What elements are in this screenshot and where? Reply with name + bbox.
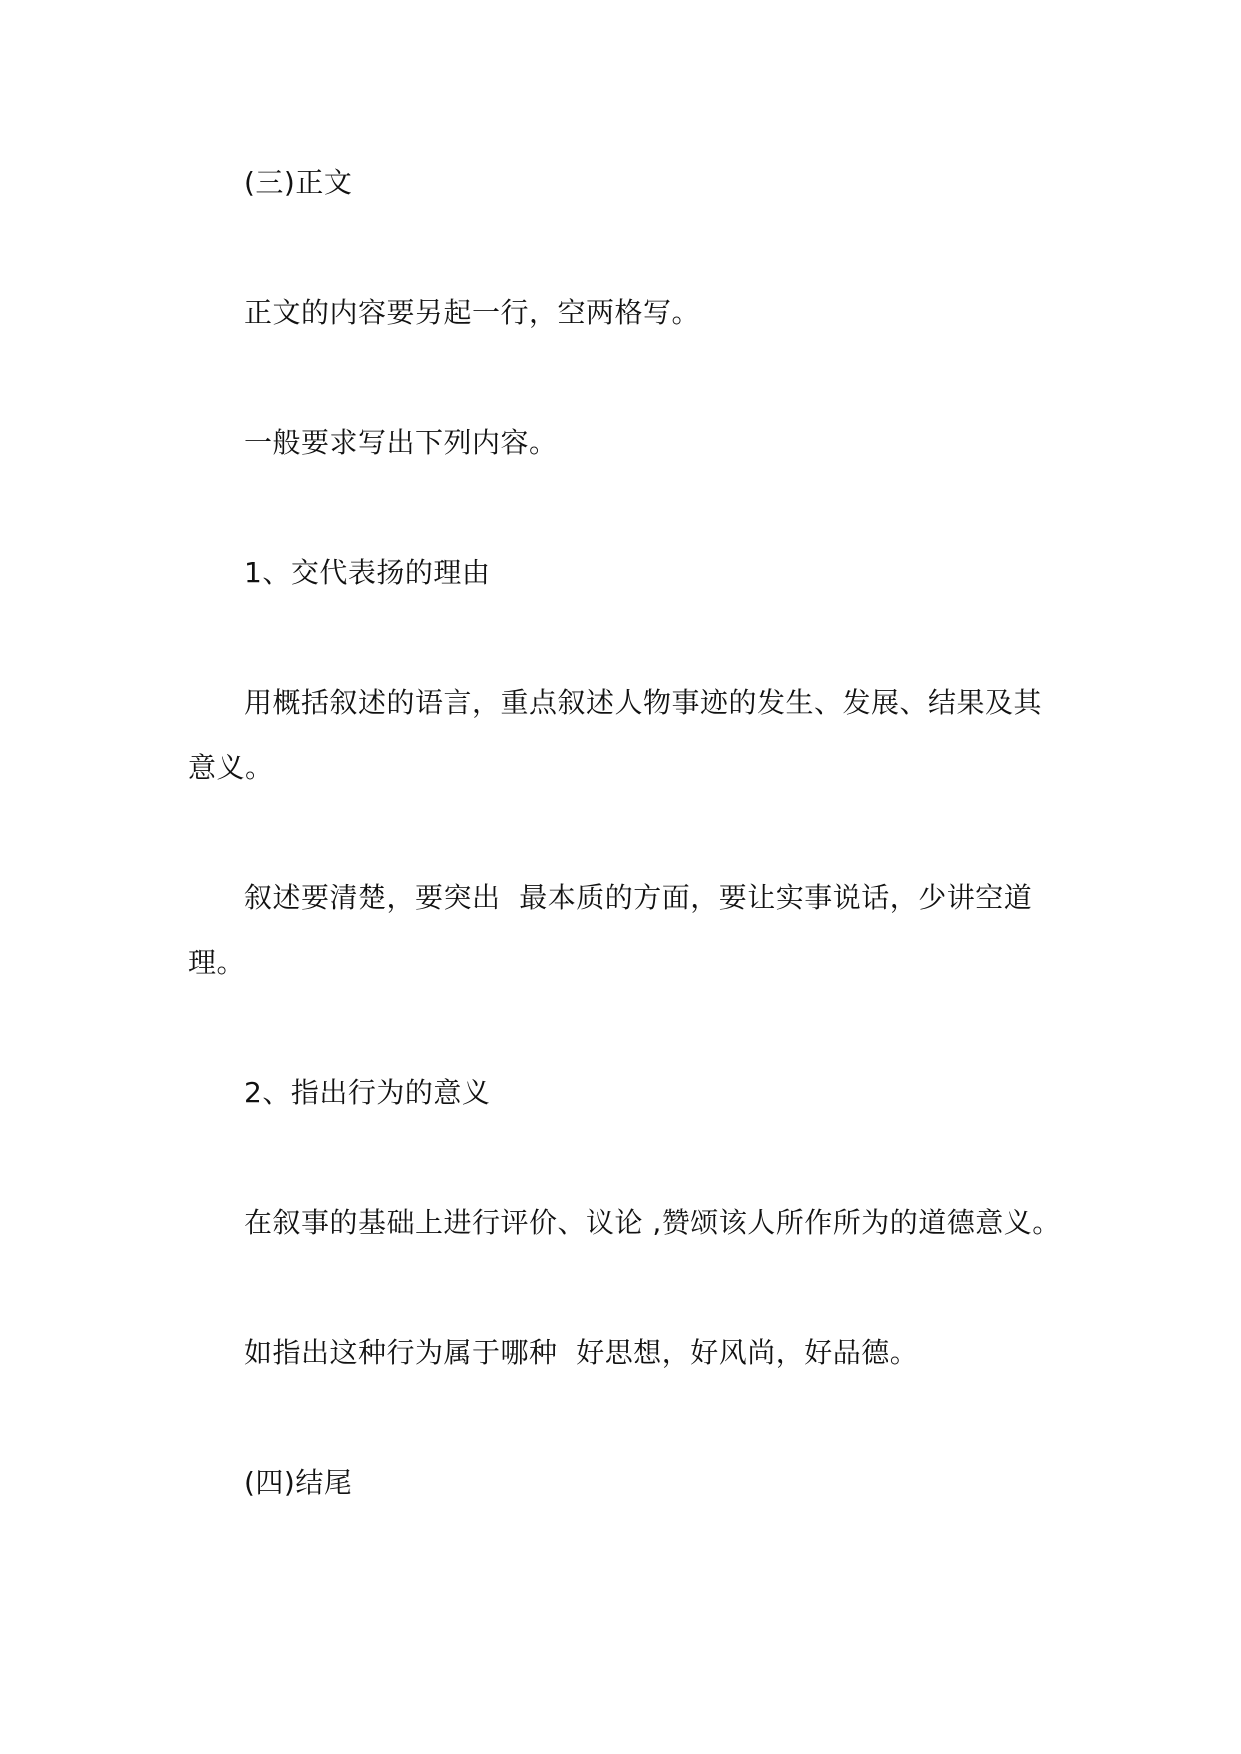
- paragraph: 在叙事的基础上进行评价、议论 ,赞颂该人所作所为的道德意义。: [244, 1206, 1061, 1239]
- section-heading-body: (三)正文: [244, 166, 353, 199]
- section-heading-ending: (四)结尾: [244, 1466, 353, 1499]
- paragraph: 用概括叙述的语言，重点叙述人物事迹的发生、发展、结果及其意义。: [188, 686, 1043, 784]
- paragraph: 如指出这种行为属于哪种 好思想，好风尚，好品德。: [244, 1336, 919, 1369]
- list-heading-1: 1、交代表扬的理由: [244, 556, 491, 589]
- paragraph: 正文的内容要另起一行，空两格写。: [244, 296, 701, 329]
- paragraph: 叙述要清楚，要突出 最本质的方面，要让实事说话，少讲空道理。: [188, 881, 1033, 979]
- list-heading-2: 2、指出行为的意义: [244, 1076, 491, 1109]
- paragraph: 一般要求写出下列内容。: [244, 426, 558, 459]
